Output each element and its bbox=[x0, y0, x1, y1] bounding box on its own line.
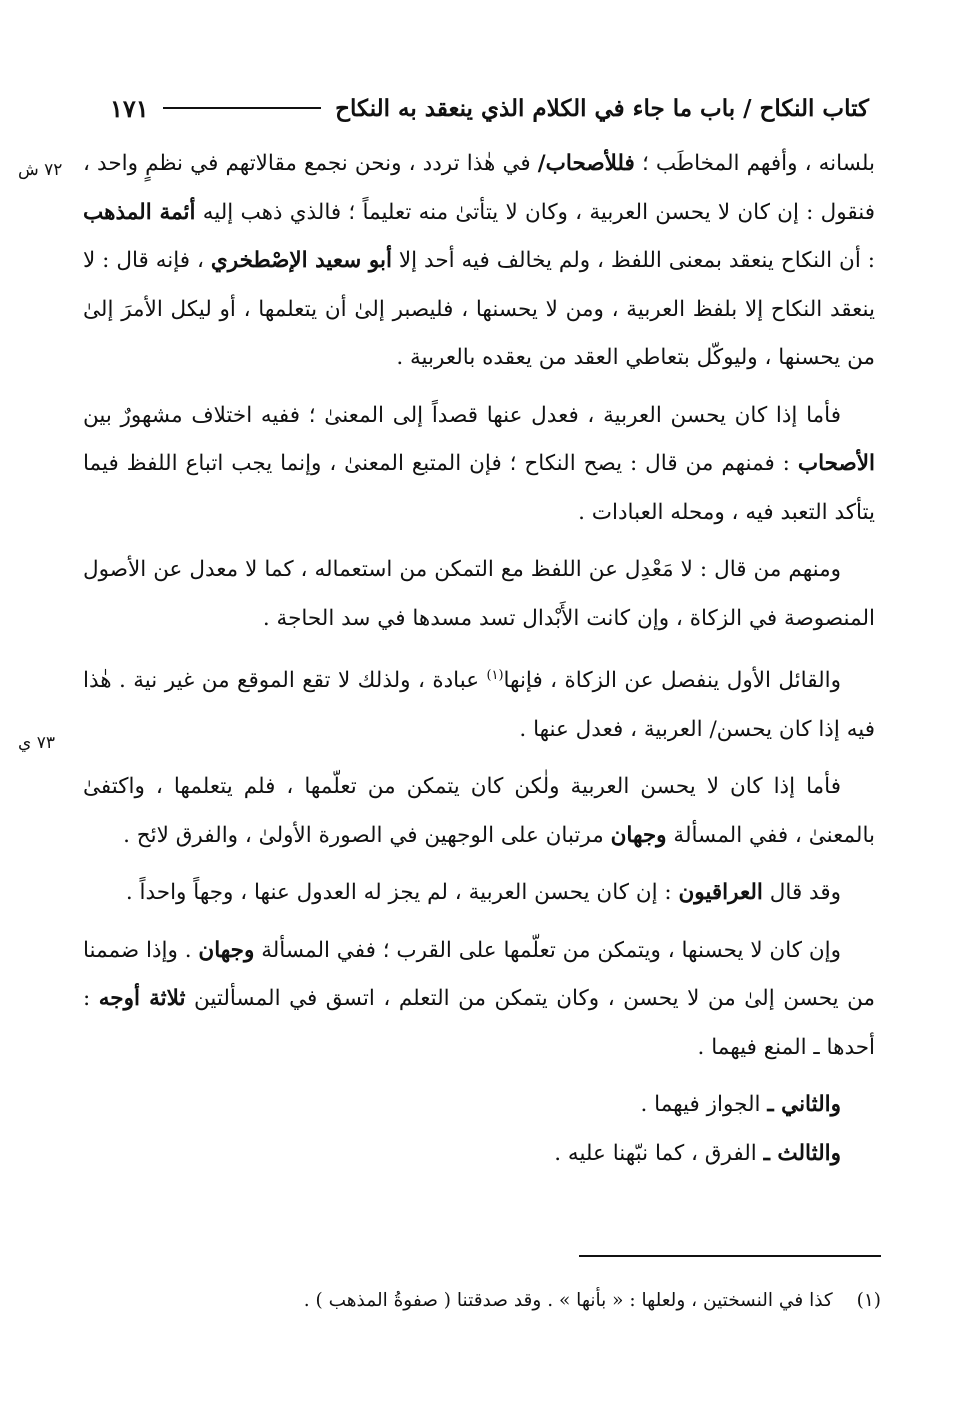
header-rule bbox=[163, 107, 321, 109]
emphasis-term: وجهان bbox=[198, 937, 255, 963]
running-header bbox=[110, 88, 869, 128]
footnote-number: (١) bbox=[856, 1290, 881, 1311]
footnote-separator bbox=[579, 1255, 881, 1257]
emphasis-term: وجهان bbox=[610, 822, 667, 848]
text-run: : إن كان يحسن العربية ، لم يجز له العدول عنها ، وجهاً واحداً . bbox=[125, 880, 672, 906]
emphasis-term: العراقيون bbox=[678, 880, 763, 906]
text-run: : فمنهم من قال : يصح النكاح ؛ فإن المتبع المعنىٰ ، وإنما يجب اتباع اللفظ فيما يتأكد التعبد فيه ، ومحله العبادات . bbox=[83, 451, 875, 525]
paragraph-7 bbox=[83, 927, 875, 1073]
running-title: كتاب النكاح / باب ما جاء في الكلام الذي ينعقد به النكاح bbox=[335, 94, 869, 122]
footnote bbox=[304, 1290, 881, 1311]
emphasis-term: الأصحاب bbox=[797, 451, 875, 476]
text-run: فأما إذا كان يحسن العربية ، فعدل عنها قصداً إلى المعنىٰ ؛ ففيه اختلاف مشهورٌ بين bbox=[83, 402, 841, 428]
paragraph-1 bbox=[83, 140, 875, 383]
emphasis-term: فللأصحاب/ bbox=[537, 151, 635, 176]
emphasis-term: والثاني ـ bbox=[767, 1092, 841, 1118]
text-run: في هٰذا تردد ، ونحن نجمع مقالاتهم في نظمٍ واحد ، فنقول : إن كان لا يحسن العربية ، وكان لا يتأتىٰ منه تعليماً ؛ فالذي ذهب إليه bbox=[83, 151, 875, 225]
text-run: : أن النكاح ينعقد بمعنى اللفظ ، ولم يخالف فيه أحد إلا bbox=[398, 248, 875, 273]
paragraph-3: ومنهم من قال : لا مَعْدِل عن اللفظ مع التمكن من استعماله ، كما لا معدل عن الأصول المنصوصة في الزكاة ، وإن كانت الأَبْدال تسد مسدها في سد الحاجة . bbox=[83, 557, 875, 631]
text-run: مرتبان على الوجهين في الصورة الأولىٰ ، والفرق لائح . bbox=[123, 822, 604, 848]
main-text bbox=[83, 140, 875, 1178]
paragraph-8 bbox=[83, 1081, 875, 1130]
text-run: . وإذا ضممنا من يحسن إلىٰ من لا يحسن ، وكان يتمكن من التعلم ، اتسق في المسألتين bbox=[83, 937, 876, 1012]
text-run: ، فإنه قال : لا ينعقد النكاح إلا بلفظ العربية ، ومن لا يحسنها ، فليصبر إلىٰ أن يتعلمها ، أو ليكل الأمرَ إلىٰ من يحسنها ، وليوكّل بتعاطي العقد من يعقده بالعربية . bbox=[83, 248, 875, 370]
text-run: وإن كان لا يحسنها ، ويتمكن من تعلّمها على القرب ؛ ففي المسألة bbox=[261, 937, 841, 963]
footnote-ref[interactable]: (١) bbox=[486, 668, 504, 683]
margin-note-1: ٧٢ ش bbox=[18, 160, 63, 180]
text-run: : أحدها ـ المنع فيهما . bbox=[83, 986, 875, 1060]
paragraph-4 bbox=[83, 652, 875, 754]
text-run: عبادة ، ولذلك لا تقع الموقع من غير نية . هٰذا فيه إذا كان يحسن/ العربية ، فعدل عنها . bbox=[83, 668, 875, 742]
text-run: والقائل الأول ينفصل عن الزكاة ، فإنها bbox=[503, 668, 841, 694]
text-run: الفرق ، كما نبّهنا عليه . bbox=[554, 1140, 757, 1166]
text-run: فأما إذا كان لا يحسن العربية ولٰكن كان يتمكن من تعلّمها ، فلم يتعلمها ، واكتفىٰ بالمعنىٰ ، ففي المسألة bbox=[83, 774, 875, 848]
emphasis-term: أئمة المذهب bbox=[83, 199, 196, 225]
emphasis-term: والثالث ـ bbox=[763, 1140, 841, 1166]
page-number: ١٧١ bbox=[110, 93, 149, 123]
paragraph-9 bbox=[83, 1130, 875, 1179]
text-run: الجواز فيهما . bbox=[640, 1092, 761, 1118]
emphasis-term: ثلاثة أوجه bbox=[98, 986, 186, 1012]
footnote-text: كذا في النسختين ، ولعلها : « بأنها » . وقد صدقتنا ( صفوةُ المذهب ) . bbox=[303, 1290, 833, 1311]
emphasis-term: أبو سعيد الإصْطخري bbox=[210, 248, 392, 273]
text-run: بلسانه ، وأفهم المخاطَب ؛ bbox=[641, 151, 875, 176]
margin-note-2: ٧٣ ي bbox=[18, 733, 55, 753]
text-run: وقد قال bbox=[769, 880, 841, 906]
paragraph-6 bbox=[83, 869, 875, 918]
paragraph-5 bbox=[83, 763, 875, 860]
paragraph-2 bbox=[83, 392, 875, 538]
